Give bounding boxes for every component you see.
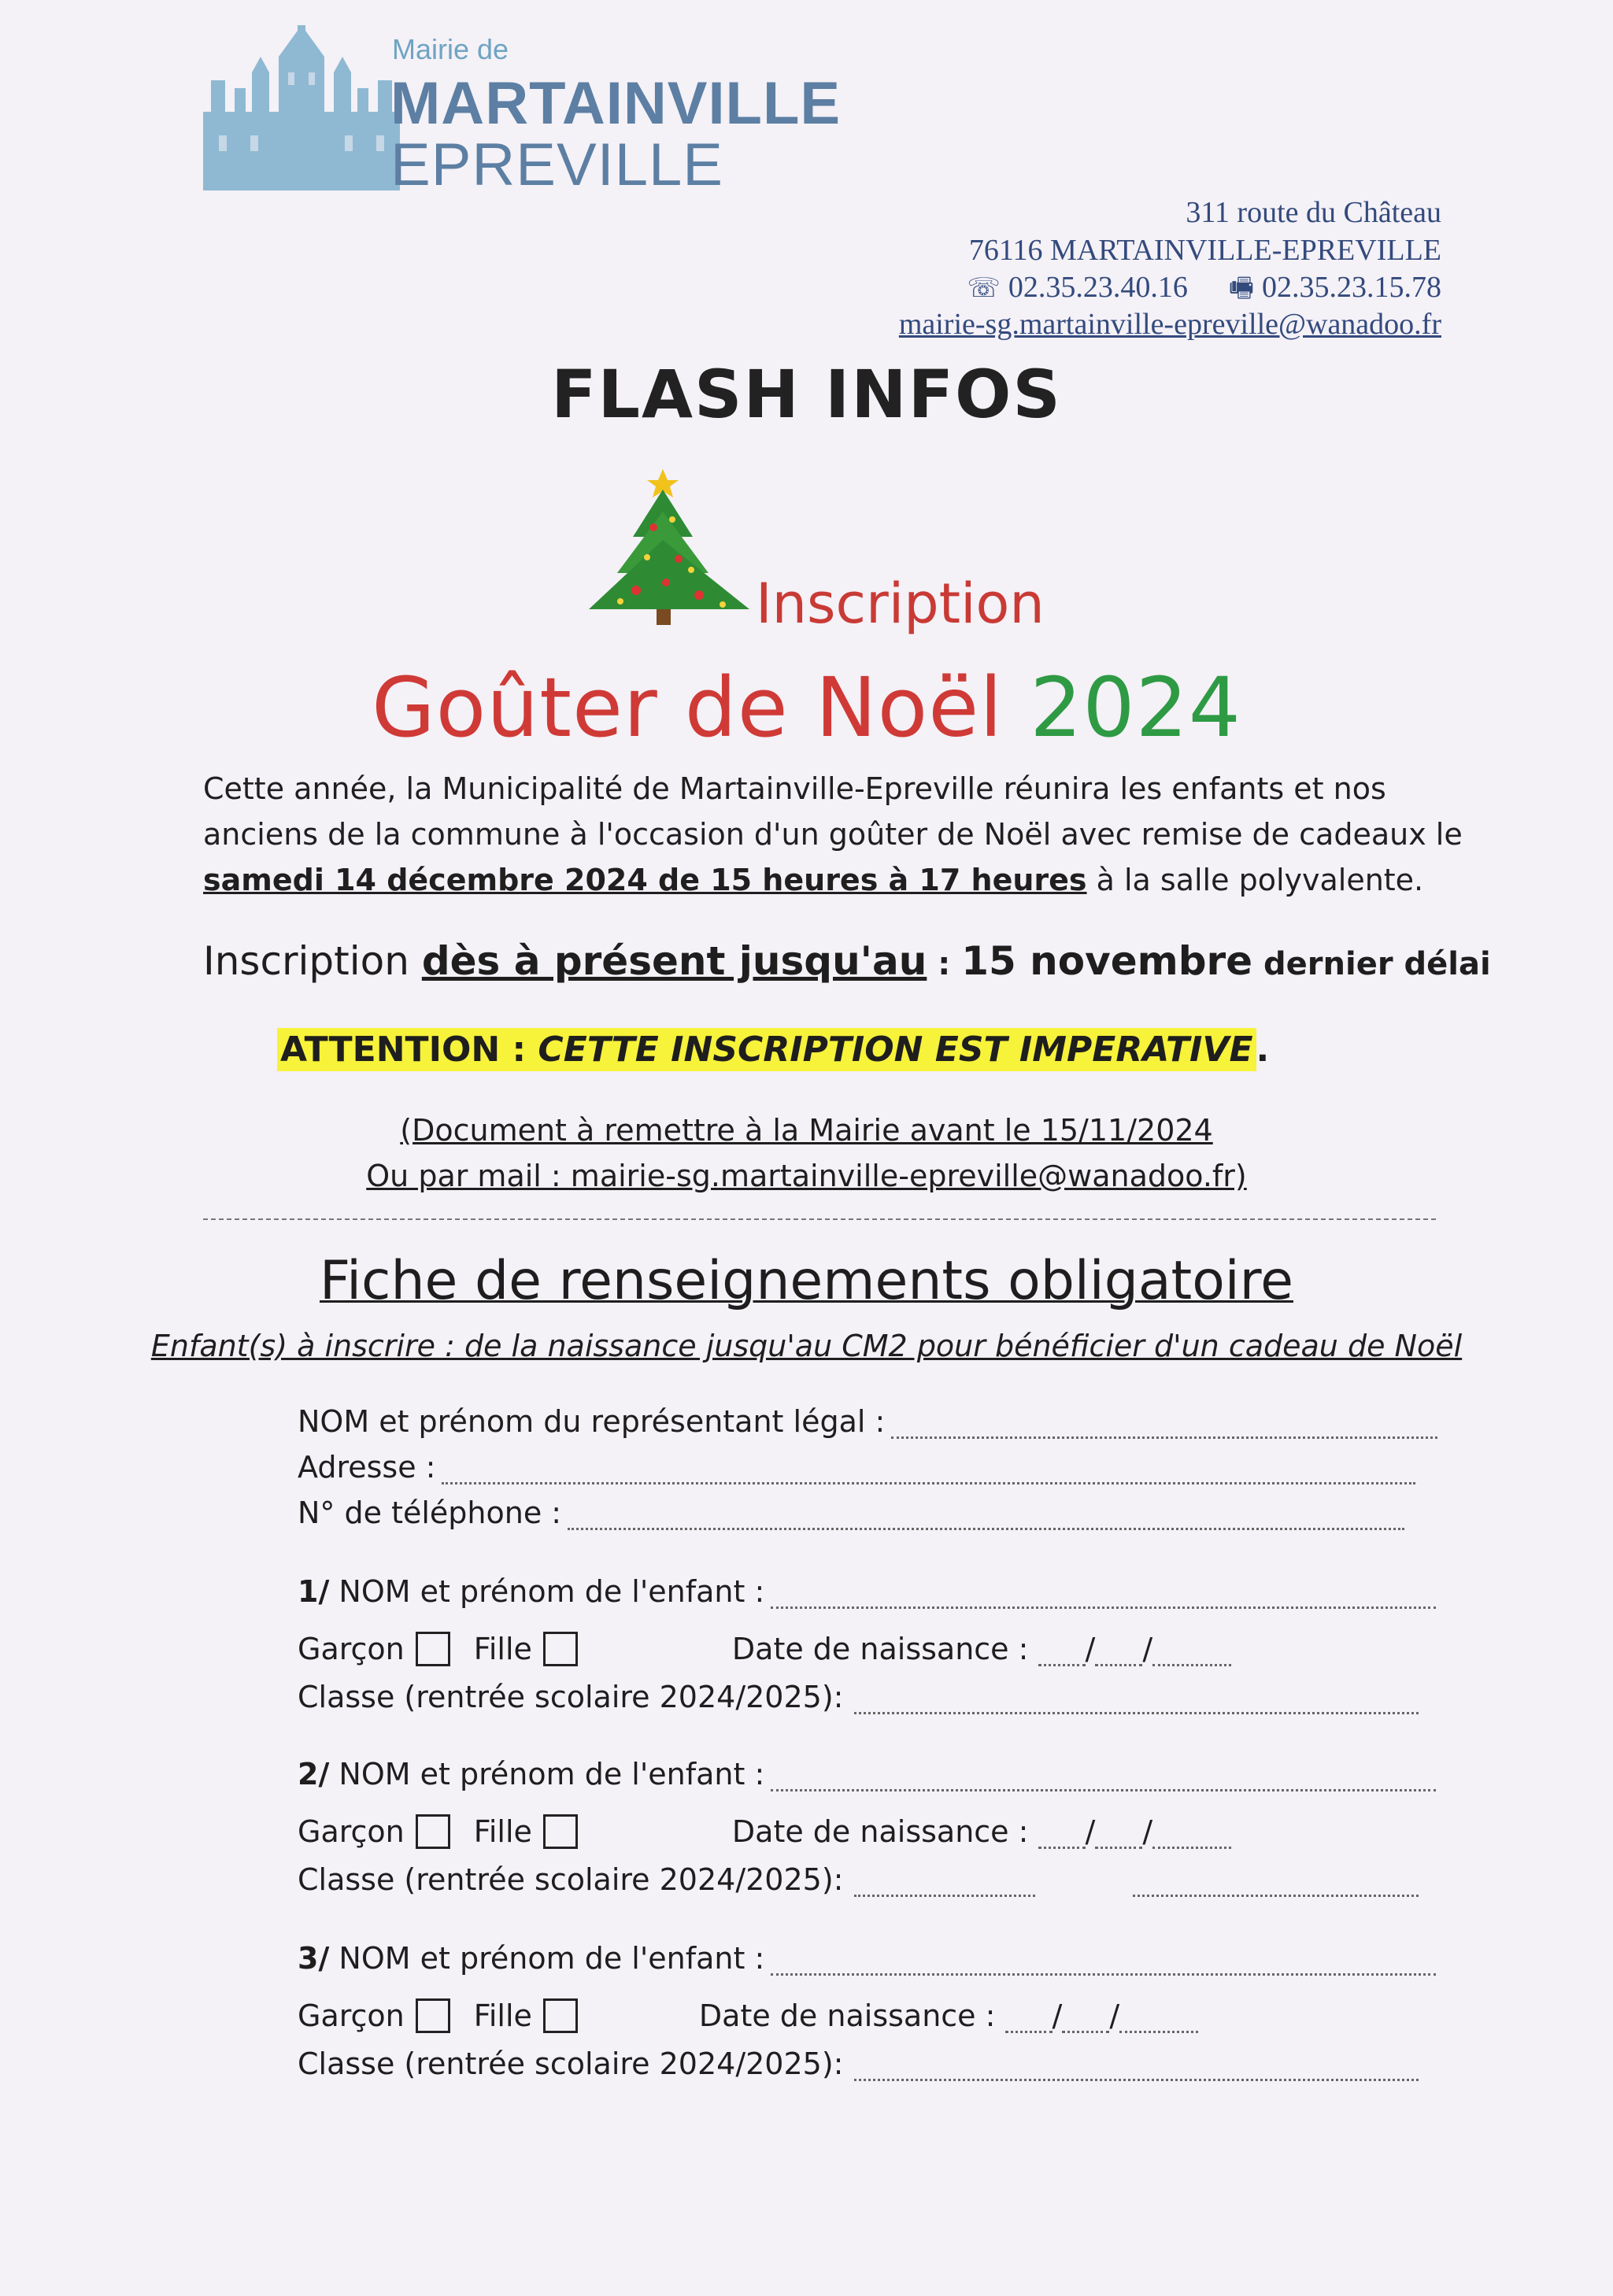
body-line-1: Cette année, la Municipalité de Martainville-Epreville réunira les enfants et nos <box>203 771 1386 806</box>
child-number: 2/ <box>298 1757 330 1791</box>
event-title-part1: Goûter de <box>372 660 816 756</box>
class-field[interactable] <box>298 1680 1419 1714</box>
birth-date-field[interactable]: Date de naissance : / / <box>732 1814 1231 1849</box>
class-field[interactable] <box>298 2046 1419 2081</box>
form-title: Fiche de renseignements obligatoire <box>320 1250 1293 1312</box>
girl-checkbox[interactable] <box>543 1814 578 1849</box>
class-label: Classe (rentrée scolaire 2024/2025) <box>298 1862 834 1897</box>
phone-label: N° de téléphone : <box>298 1496 562 1530</box>
phone-icon: ☏ <box>967 274 1001 303</box>
fill-line[interactable] <box>891 1413 1437 1439</box>
address-street: 311 route du Château <box>1186 196 1441 229</box>
month-blank[interactable] <box>1095 1826 1142 1849</box>
flash-infos-title: FLASH INFOS <box>551 356 1062 433</box>
phone-number: 02.35.23.40.16 <box>1008 271 1188 304</box>
event-date: samedi 14 décembre 2024 de 15 heures à 17 heures <box>203 863 1087 897</box>
year-blank[interactable] <box>1119 2010 1198 2033</box>
girl-checkbox[interactable] <box>543 1632 578 1666</box>
day-blank[interactable] <box>1038 1643 1086 1666</box>
submission-note-1: (Document à remettre à la Mairie avant le 15/11/2024 <box>400 1113 1213 1148</box>
month-blank[interactable] <box>1062 2010 1109 2033</box>
month-blank[interactable] <box>1095 1643 1142 1666</box>
event-title-part2: Noël <box>815 660 1004 756</box>
fax-icon: 🖷 <box>1228 274 1254 303</box>
day-blank[interactable] <box>1038 1826 1086 1849</box>
child-name-field[interactable] <box>298 1757 1436 1791</box>
address-label: Adresse : <box>298 1450 436 1484</box>
attention-message: CETTE INSCRIPTION EST IMPERATIVE <box>538 1030 1253 1070</box>
year-blank[interactable] <box>1152 1826 1231 1849</box>
logo-town-subname: EPREVILLE <box>390 131 723 198</box>
form-subtitle: Enfant(s) à inscrire : de la naissance jusqu'au CM2 pour bénéficier d'un cadeau de Noël <box>150 1329 1463 1363</box>
deadline-emphasis: dès à présent jusqu'au <box>421 938 927 984</box>
deadline-line <box>203 938 1491 984</box>
boy-checkbox[interactable] <box>416 1998 450 2033</box>
fill-line[interactable] <box>854 2055 1419 2081</box>
deadline-date: 15 novembre <box>961 938 1253 984</box>
christmas-tree-icon <box>581 464 754 630</box>
child-name-field[interactable] <box>298 1574 1436 1609</box>
address-city: 76116 MARTAINVILLE-EPREVILLE <box>968 234 1441 267</box>
submission-note-2: Ou par mail : mairie-sg.martainville-epreville@wanadoo.fr) <box>366 1159 1247 1193</box>
deadline-label: Inscription <box>203 938 422 984</box>
boy-label: Garçon <box>298 1998 405 2033</box>
fill-line[interactable] <box>568 1504 1404 1530</box>
boy-checkbox[interactable] <box>416 1814 450 1849</box>
legal-representative-field[interactable] <box>298 1404 1437 1439</box>
body-line-3 <box>203 863 1423 897</box>
child-name-field[interactable] <box>298 1941 1436 1976</box>
birth-date-field[interactable]: Date de naissance : / / <box>699 1998 1198 2033</box>
event-location: à la salle polyvalente. <box>1086 863 1424 897</box>
class-field[interactable] <box>298 1862 1419 1897</box>
girl-label: Fille <box>473 1632 532 1666</box>
girl-label: Fille <box>473 1998 532 2033</box>
attention-notice <box>277 1030 1269 1070</box>
address-field[interactable] <box>298 1450 1415 1484</box>
birth-date-label: Date de naissance : <box>698 1998 996 2033</box>
deadline-suffix: dernier délai <box>1252 946 1491 982</box>
legal-representative-label: NOM et prénom du représentant légal : <box>298 1404 886 1439</box>
fill-line-2[interactable] <box>1133 1871 1419 1897</box>
town-hall-logo-image <box>203 25 400 190</box>
class-colon: : <box>833 1862 844 1897</box>
event-title <box>0 660 1613 756</box>
class-colon: : <box>833 2046 844 2081</box>
year-blank[interactable] <box>1152 1643 1231 1666</box>
phone-field[interactable] <box>298 1496 1404 1530</box>
fax-number: 02.35.23.15.78 <box>1262 271 1441 304</box>
fill-line[interactable] <box>854 1688 1419 1714</box>
logo-small-text: Mairie de <box>392 33 509 65</box>
child-name-label: NOM et prénom de l'enfant : <box>339 1574 765 1609</box>
inscription-heading: Inscription <box>756 571 1045 636</box>
fill-line[interactable] <box>442 1459 1415 1484</box>
class-label: Classe (rentrée scolaire 2024/2025) <box>298 1680 834 1714</box>
boy-label: Garçon <box>298 1814 405 1849</box>
fill-line[interactable] <box>771 1950 1436 1976</box>
fill-line[interactable] <box>854 1871 1035 1897</box>
child-name-label: NOM et prénom de l'enfant : <box>339 1941 765 1976</box>
class-colon: : <box>833 1680 844 1714</box>
event-title-part3: 2024 <box>1003 660 1241 756</box>
child-number: 1/ <box>298 1574 330 1609</box>
child-number: 3/ <box>298 1941 330 1976</box>
address-email-link[interactable]: mairie-sg.martainville-epreville@wanadoo.fr <box>898 308 1441 341</box>
boy-label: Garçon <box>298 1632 405 1666</box>
child-block-3 <box>298 1941 1436 2081</box>
deadline-colon: : <box>927 946 962 982</box>
child-block-1 <box>298 1574 1436 1714</box>
girl-checkbox[interactable] <box>543 1998 578 2033</box>
birth-date-label: Date de naissance : <box>731 1632 1029 1666</box>
child-block-2 <box>298 1757 1436 1897</box>
attention-period: . <box>1256 1030 1270 1070</box>
birth-date-field[interactable]: Date de naissance : / / <box>732 1632 1231 1666</box>
dashed-separator <box>203 1218 1436 1220</box>
birth-date-label: Date de naissance : <box>731 1814 1029 1849</box>
girl-label: Fille <box>473 1814 532 1849</box>
logo-town-name: MARTAINVILLE <box>390 70 842 137</box>
child-name-label: NOM et prénom de l'enfant : <box>339 1757 765 1791</box>
fill-line[interactable] <box>771 1583 1436 1609</box>
class-label: Classe (rentrée scolaire 2024/2025) <box>298 2046 834 2081</box>
body-line-2: anciens de la commune à l'occasion d'un goûter de Noël avec remise de cadeaux le <box>203 817 1463 852</box>
fill-line[interactable] <box>771 1765 1436 1791</box>
boy-checkbox[interactable] <box>416 1632 450 1666</box>
attention-label: ATTENTION : <box>280 1030 538 1070</box>
day-blank[interactable] <box>1005 2010 1053 2033</box>
